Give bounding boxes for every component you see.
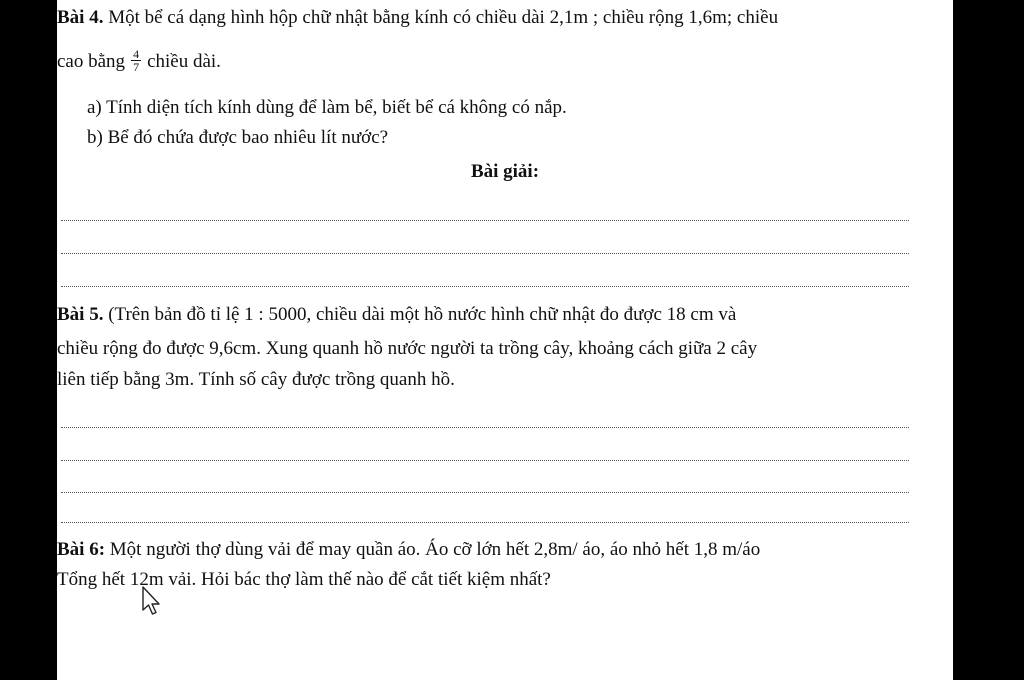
fraction-denominator: 7 bbox=[133, 60, 140, 75]
bai6-text1: Một người thợ dùng vải để may quần áo. Áo cỡ lớn hết 2,8m/ áo, áo nhỏ hết 1,8 m/áo bbox=[105, 539, 761, 560]
mouse-pointer-icon bbox=[141, 586, 163, 616]
answer-dotted-line bbox=[61, 253, 909, 254]
bai5-label: Bài 5. bbox=[57, 304, 104, 325]
fraction bbox=[131, 48, 141, 73]
answer-dotted-line bbox=[61, 286, 909, 287]
bai4-text2a: cao bằng bbox=[57, 51, 126, 72]
bai4-label: Bài 4. bbox=[57, 7, 104, 28]
answer-dotted-line bbox=[61, 492, 909, 493]
answer-dotted-line bbox=[61, 220, 909, 221]
bai5-line1 bbox=[57, 303, 736, 327]
bai4-question-b: b) Bể đó chứa được bao nhiêu lít nước? bbox=[87, 127, 389, 148]
bai4-text1: Một bể cá dạng hình hộp chữ nhật bằng kính có chiều dài 2,1m ; chiều rộng 1,6m; chiều bbox=[103, 7, 779, 28]
bai4-text2b: chiều dài. bbox=[147, 51, 221, 72]
solution-heading: Bài giải: bbox=[470, 161, 540, 182]
bai4-line2 bbox=[57, 47, 221, 75]
answer-dotted-line bbox=[61, 460, 909, 461]
bai5-line2: chiều rộng đo được 9,6cm. Xung quanh hồ nước người ta trồng cây, khoảng cách giữa 2 cây bbox=[57, 338, 758, 359]
fraction-numerator: 4 bbox=[133, 47, 140, 62]
bai5-text1: (Trên bản đồ tỉ lệ 1 : 5000, chiều dài một hồ nước hình chữ nhật đo được 18 cm và bbox=[103, 304, 737, 325]
bai5-line3: liên tiếp bằng 3m. Tính số cây được trồng quanh hồ. bbox=[57, 369, 455, 390]
bai6-line2: Tổng hết 12m vải. Hỏi bác thợ làm thế nào để cắt tiết kiệm nhất? bbox=[57, 569, 551, 590]
answer-dotted-line bbox=[61, 427, 909, 428]
bai6-label: Bài 6: bbox=[57, 539, 106, 560]
document-page bbox=[57, 0, 953, 680]
answer-dotted-line bbox=[61, 522, 909, 523]
bai4-line1 bbox=[57, 6, 778, 30]
bai4-question-a: a) Tính diện tích kính dùng để làm bể, biết bể cá không có nắp. bbox=[87, 97, 567, 118]
bai6-line1 bbox=[57, 538, 760, 562]
